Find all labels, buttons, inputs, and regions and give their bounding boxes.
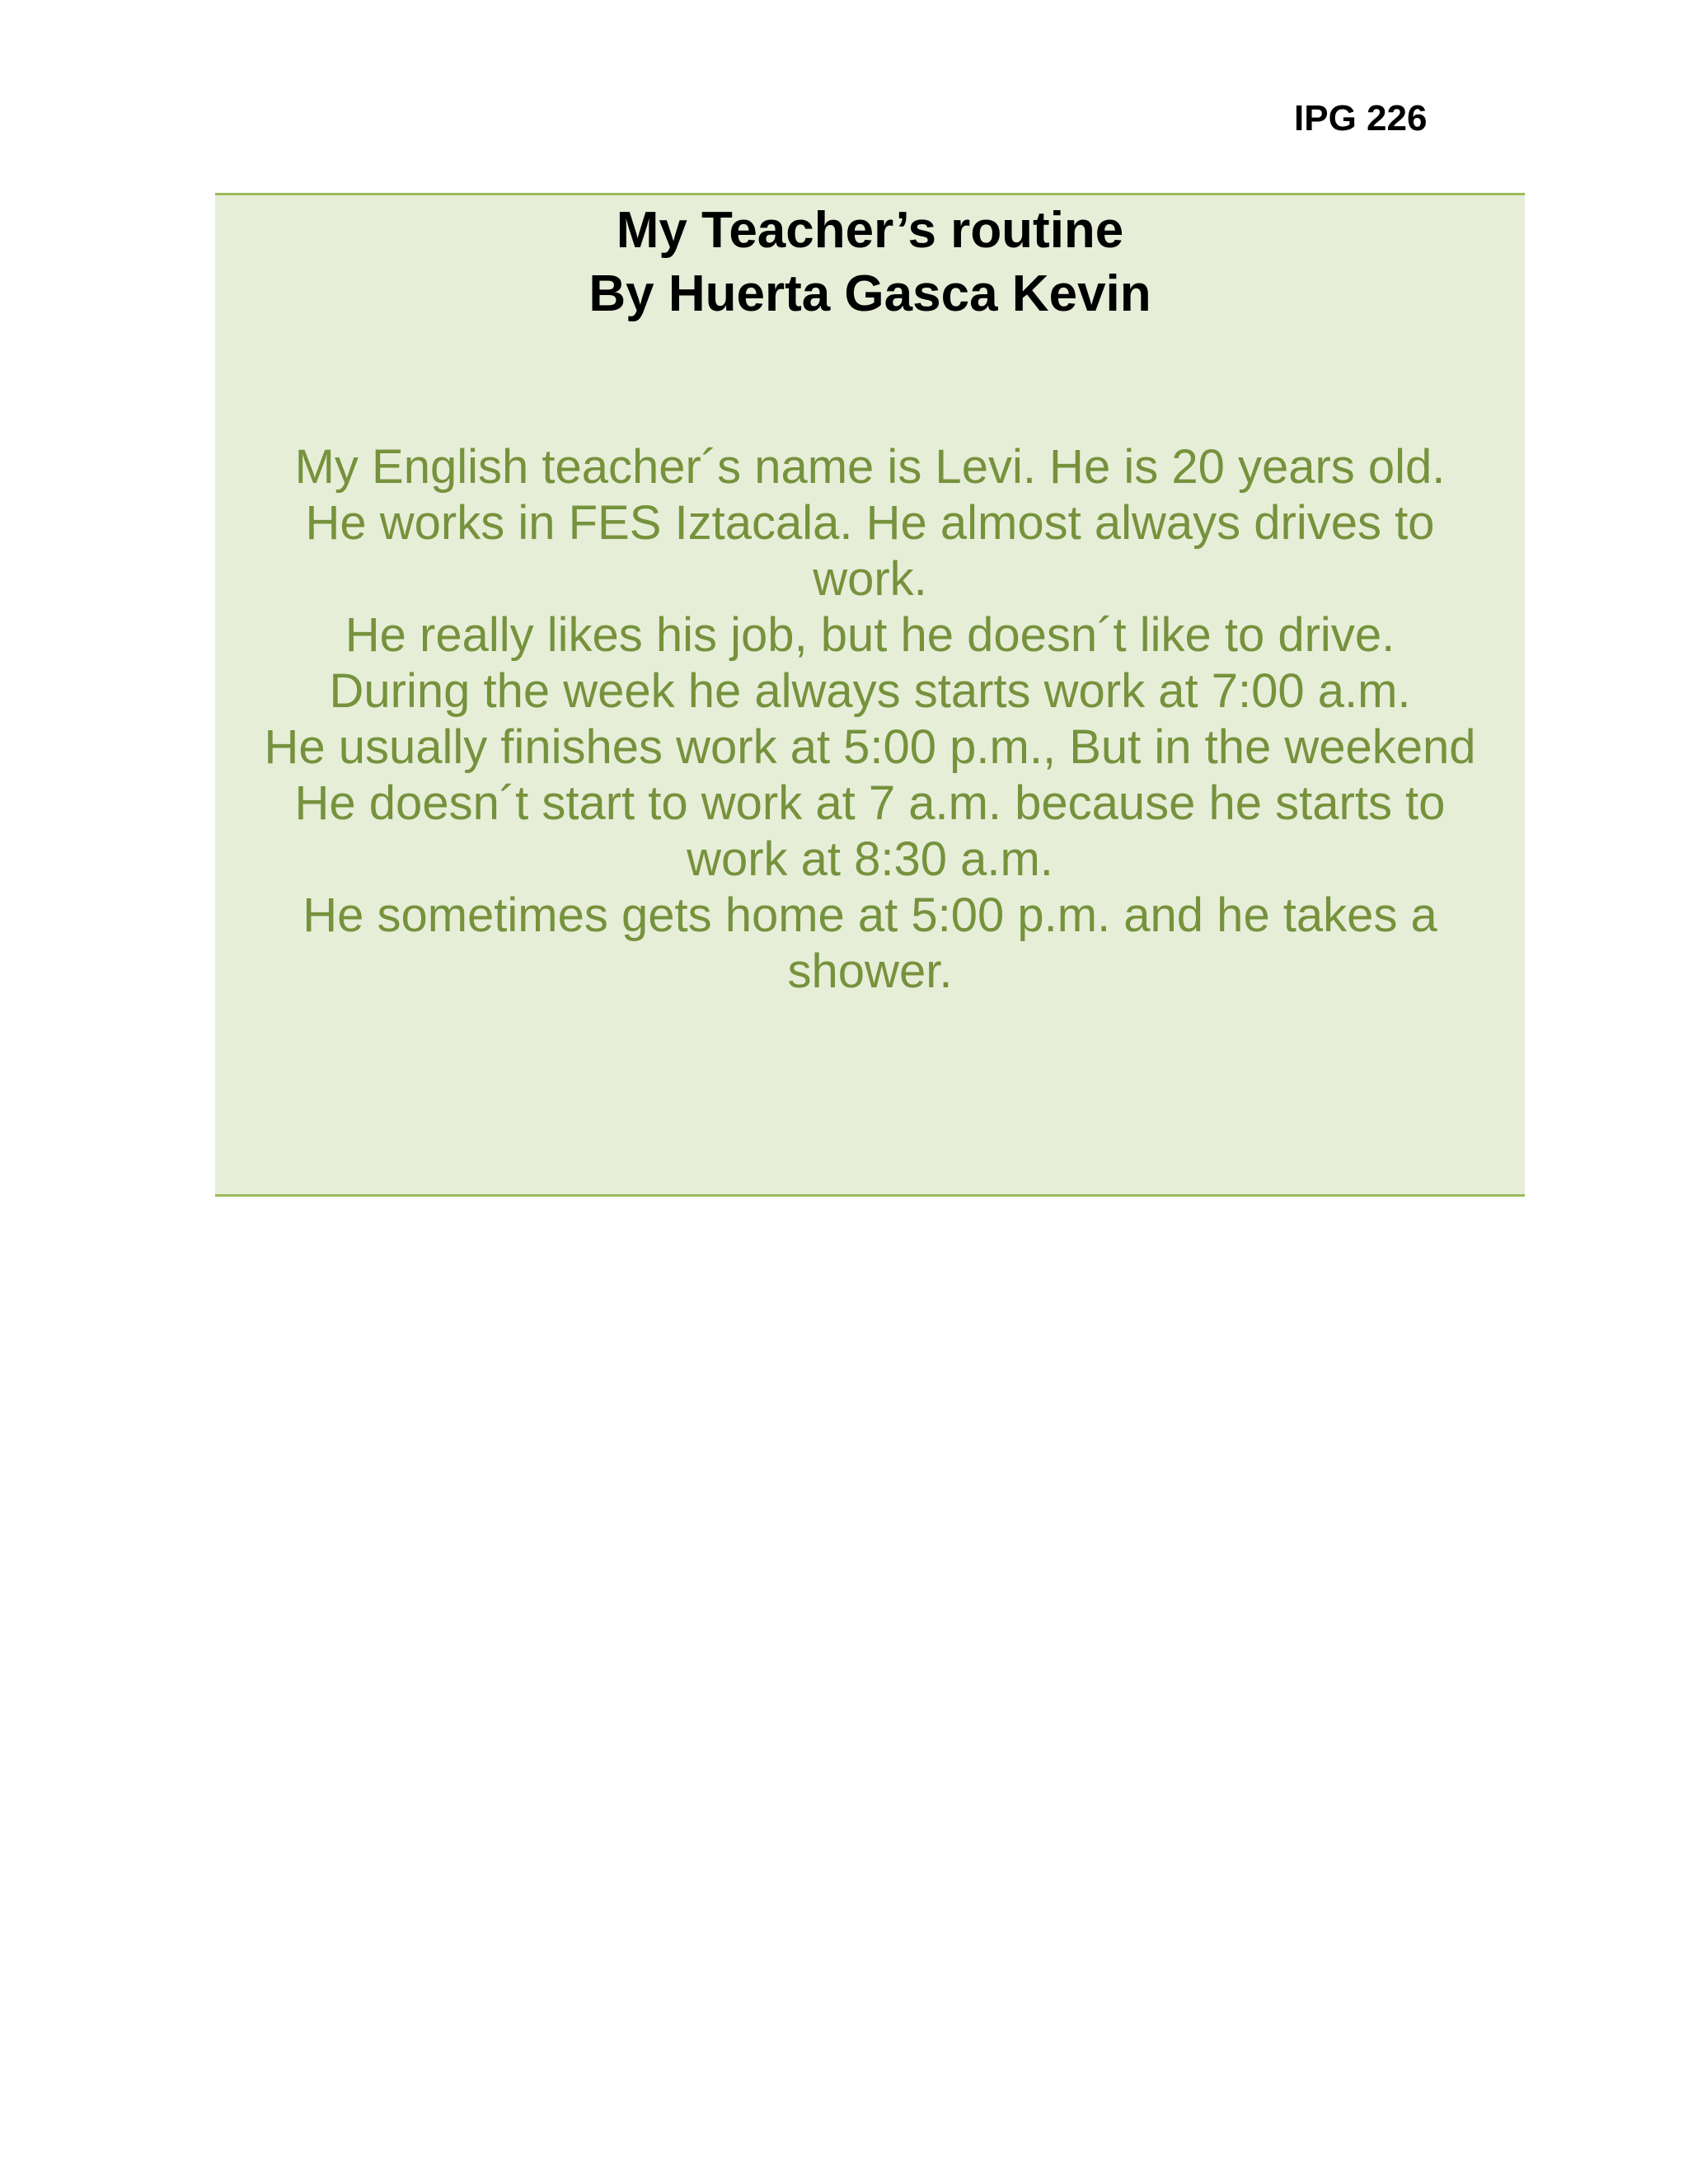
body-line: He sometimes gets home at 5:00 p.m. and he takes a <box>302 888 1437 942</box>
body-line: work at 8:30 a.m. <box>687 832 1053 886</box>
author-line: By Huerta Gasca Kevin <box>588 265 1151 322</box>
body-line: He really likes his job, but he doesn´t like to drive. <box>345 608 1395 662</box>
body-line: My English teacher´s name is Levi. He is 20 years old. <box>294 440 1446 494</box>
body-line: He usually finishes work at 5:00 p.m., But in the weekend <box>264 720 1476 774</box>
body-paragraph <box>215 326 1525 1000</box>
body-line: shower. <box>787 944 953 998</box>
page-code: IPG 226 <box>1294 98 1428 138</box>
body-line: work. <box>813 552 927 606</box>
document-title <box>215 195 1525 326</box>
body-line: He works in FES Iztacala. He almost always drives to <box>305 496 1435 550</box>
body-line: During the week he always starts work at 7:00 a.m. <box>329 664 1411 718</box>
title-line: My Teacher’s routine <box>616 202 1124 259</box>
text-box <box>215 193 1525 1197</box>
body-line: He doesn´t start to work at 7 a.m. because he starts to <box>294 776 1446 830</box>
